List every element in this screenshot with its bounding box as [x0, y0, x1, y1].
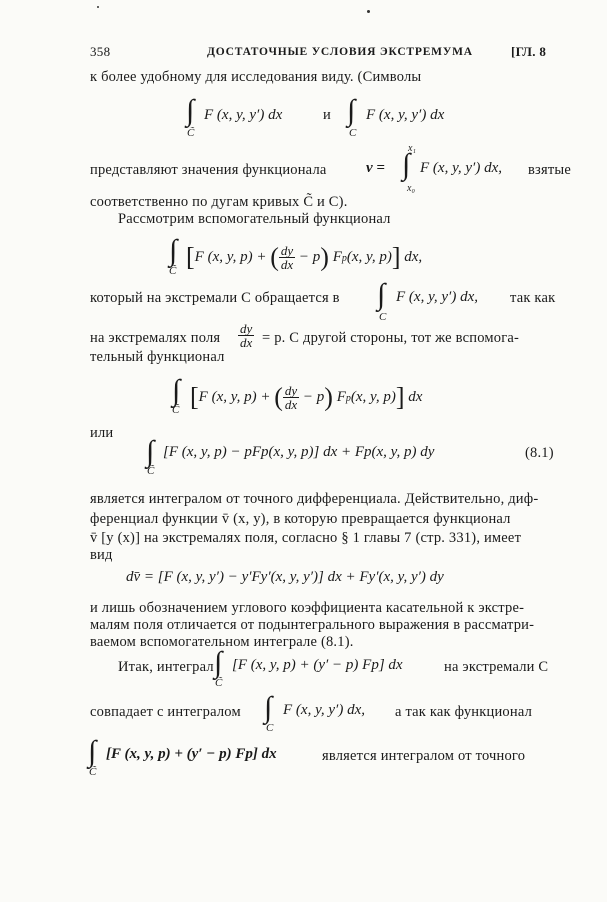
integral-limit: C̃	[215, 677, 223, 689]
integral-limit: C	[266, 722, 274, 734]
integral-sign: ∫	[169, 234, 178, 267]
text-line: ференциал функции v̄ (x, y), в которую превращается функционал	[90, 511, 511, 527]
integral-limit: C̃	[89, 766, 97, 778]
text-line: малям поля отличается от подынтегрального выражения в рассматри-	[90, 617, 535, 633]
text-line: совпадает с интегралом	[90, 704, 241, 720]
integral-sign: ∫	[146, 435, 155, 468]
text-line: Итак, интеграл	[118, 659, 214, 675]
integral-limit: C̃	[187, 127, 195, 139]
scan-speck	[367, 10, 370, 13]
formula-integrand: F (x, y, y′) dx,	[396, 289, 478, 305]
frac-numerator: dy	[240, 321, 253, 336]
formula-v: v =	[366, 160, 385, 176]
lower-limit: x₀	[407, 183, 415, 194]
integral-sign: ∫	[264, 691, 273, 724]
frac-denominator: dx	[240, 335, 253, 350]
formula-integrand: [F (x, y, p) + (y′ − p) Fp] dx	[232, 657, 403, 673]
text-line: так как	[510, 290, 556, 306]
text-line: на экстремалях поля	[90, 330, 221, 346]
text-line: вид	[90, 547, 113, 563]
text-line: или	[90, 425, 114, 441]
integral-sign: ∫	[88, 735, 97, 768]
integral-limit: C̃	[172, 404, 180, 416]
formula-integrand: F (x, y, y′) dx	[366, 107, 445, 123]
chapter-ref: [ГЛ. 8	[511, 44, 547, 59]
integral-sign: ∫	[347, 94, 356, 127]
text-line: тельный функционал	[90, 349, 225, 365]
scan-speck	[97, 6, 99, 8]
text-line: является интегралом от точного	[322, 748, 526, 764]
conjunction: и	[323, 107, 331, 123]
formula-integrand: [F (x, y, p) + (y′ − p) Fp] dx	[106, 746, 277, 762]
text-line: соответственно по дугам кривых C̃ и C).	[90, 194, 348, 210]
text-line: и лишь обозначением углового коэффициента касательной к экстре-	[90, 600, 525, 616]
formula-integrand: [F (x, y, p) − pFp(x, y, p)] dx + Fp(x, y, p) dy	[163, 444, 435, 460]
running-title: ДОСТАТОЧНЫЕ УСЛОВИЯ ЭКСТРЕМУМА	[207, 46, 473, 58]
formula-integrand: F (x, y, y′) dx,	[420, 160, 502, 176]
text-line: v̄ [y (x)] на экстремалях поля, согласно § 1 главы 7 (стр. 331), имеет	[90, 530, 522, 546]
formula-integrand: [F (x, y, p) + ( $\frac{dy}{dx}$ − p) Fp(x, y, p)] dx,	[186, 242, 423, 272]
integral-sign: ∫	[172, 374, 181, 407]
text-line: является интегралом от точного дифференциала. Действительно, диф-	[90, 491, 539, 507]
integral-sign: ∫	[186, 94, 195, 127]
frac-denominator: dx	[280, 257, 294, 272]
integral-sign: ∫	[377, 278, 386, 311]
text-line: а так как функционал	[395, 704, 533, 720]
equation-number: (8.1)	[525, 445, 554, 461]
integral-sign: ∫	[214, 646, 223, 679]
text-line: на экстремали C	[444, 659, 549, 675]
integral-limit: C̃	[147, 465, 155, 477]
text-line: представляют значения функционала	[90, 162, 327, 178]
formula-integrand: F (x, y, y′) dx,	[283, 702, 365, 718]
frac-numerator: dy	[284, 383, 298, 398]
integral-sign: ∫	[402, 148, 411, 181]
formula-dv: dv̄ = [F (x, y, y′) − y′Fy′(x, y, y′)] dx + Fy′(x, y, y′) dy	[126, 569, 444, 585]
text-line: к более удобному для исследования виду. (Символы	[90, 69, 422, 85]
frac-denominator: dx	[284, 397, 298, 412]
formula-integrand: F (x, y, y′) dx	[204, 107, 283, 123]
text-line: ваемом вспомогательном интеграле (8.1).	[90, 634, 354, 650]
upper-limit: x₁	[408, 143, 416, 154]
text-line: взятые	[528, 162, 571, 178]
text-line: = p. С другой стороны, тот же вспомога-	[262, 330, 520, 346]
frac-numerator: dy	[280, 243, 294, 258]
page-number: 358	[90, 44, 111, 59]
integral-limit: C̃	[169, 265, 177, 277]
integral-limit: C	[379, 311, 387, 323]
integral-limit: C	[349, 127, 357, 139]
fraction-dy-dx	[238, 322, 254, 349]
text-line: который на экстремали C обращается в	[90, 290, 340, 306]
text-line: Рассмотрим вспомогательный функционал	[118, 211, 391, 227]
formula-integrand: [F (x, y, p) + ( $\frac{dy}{dx}$ − p) Fp(x, y, p)] dx	[190, 382, 423, 412]
